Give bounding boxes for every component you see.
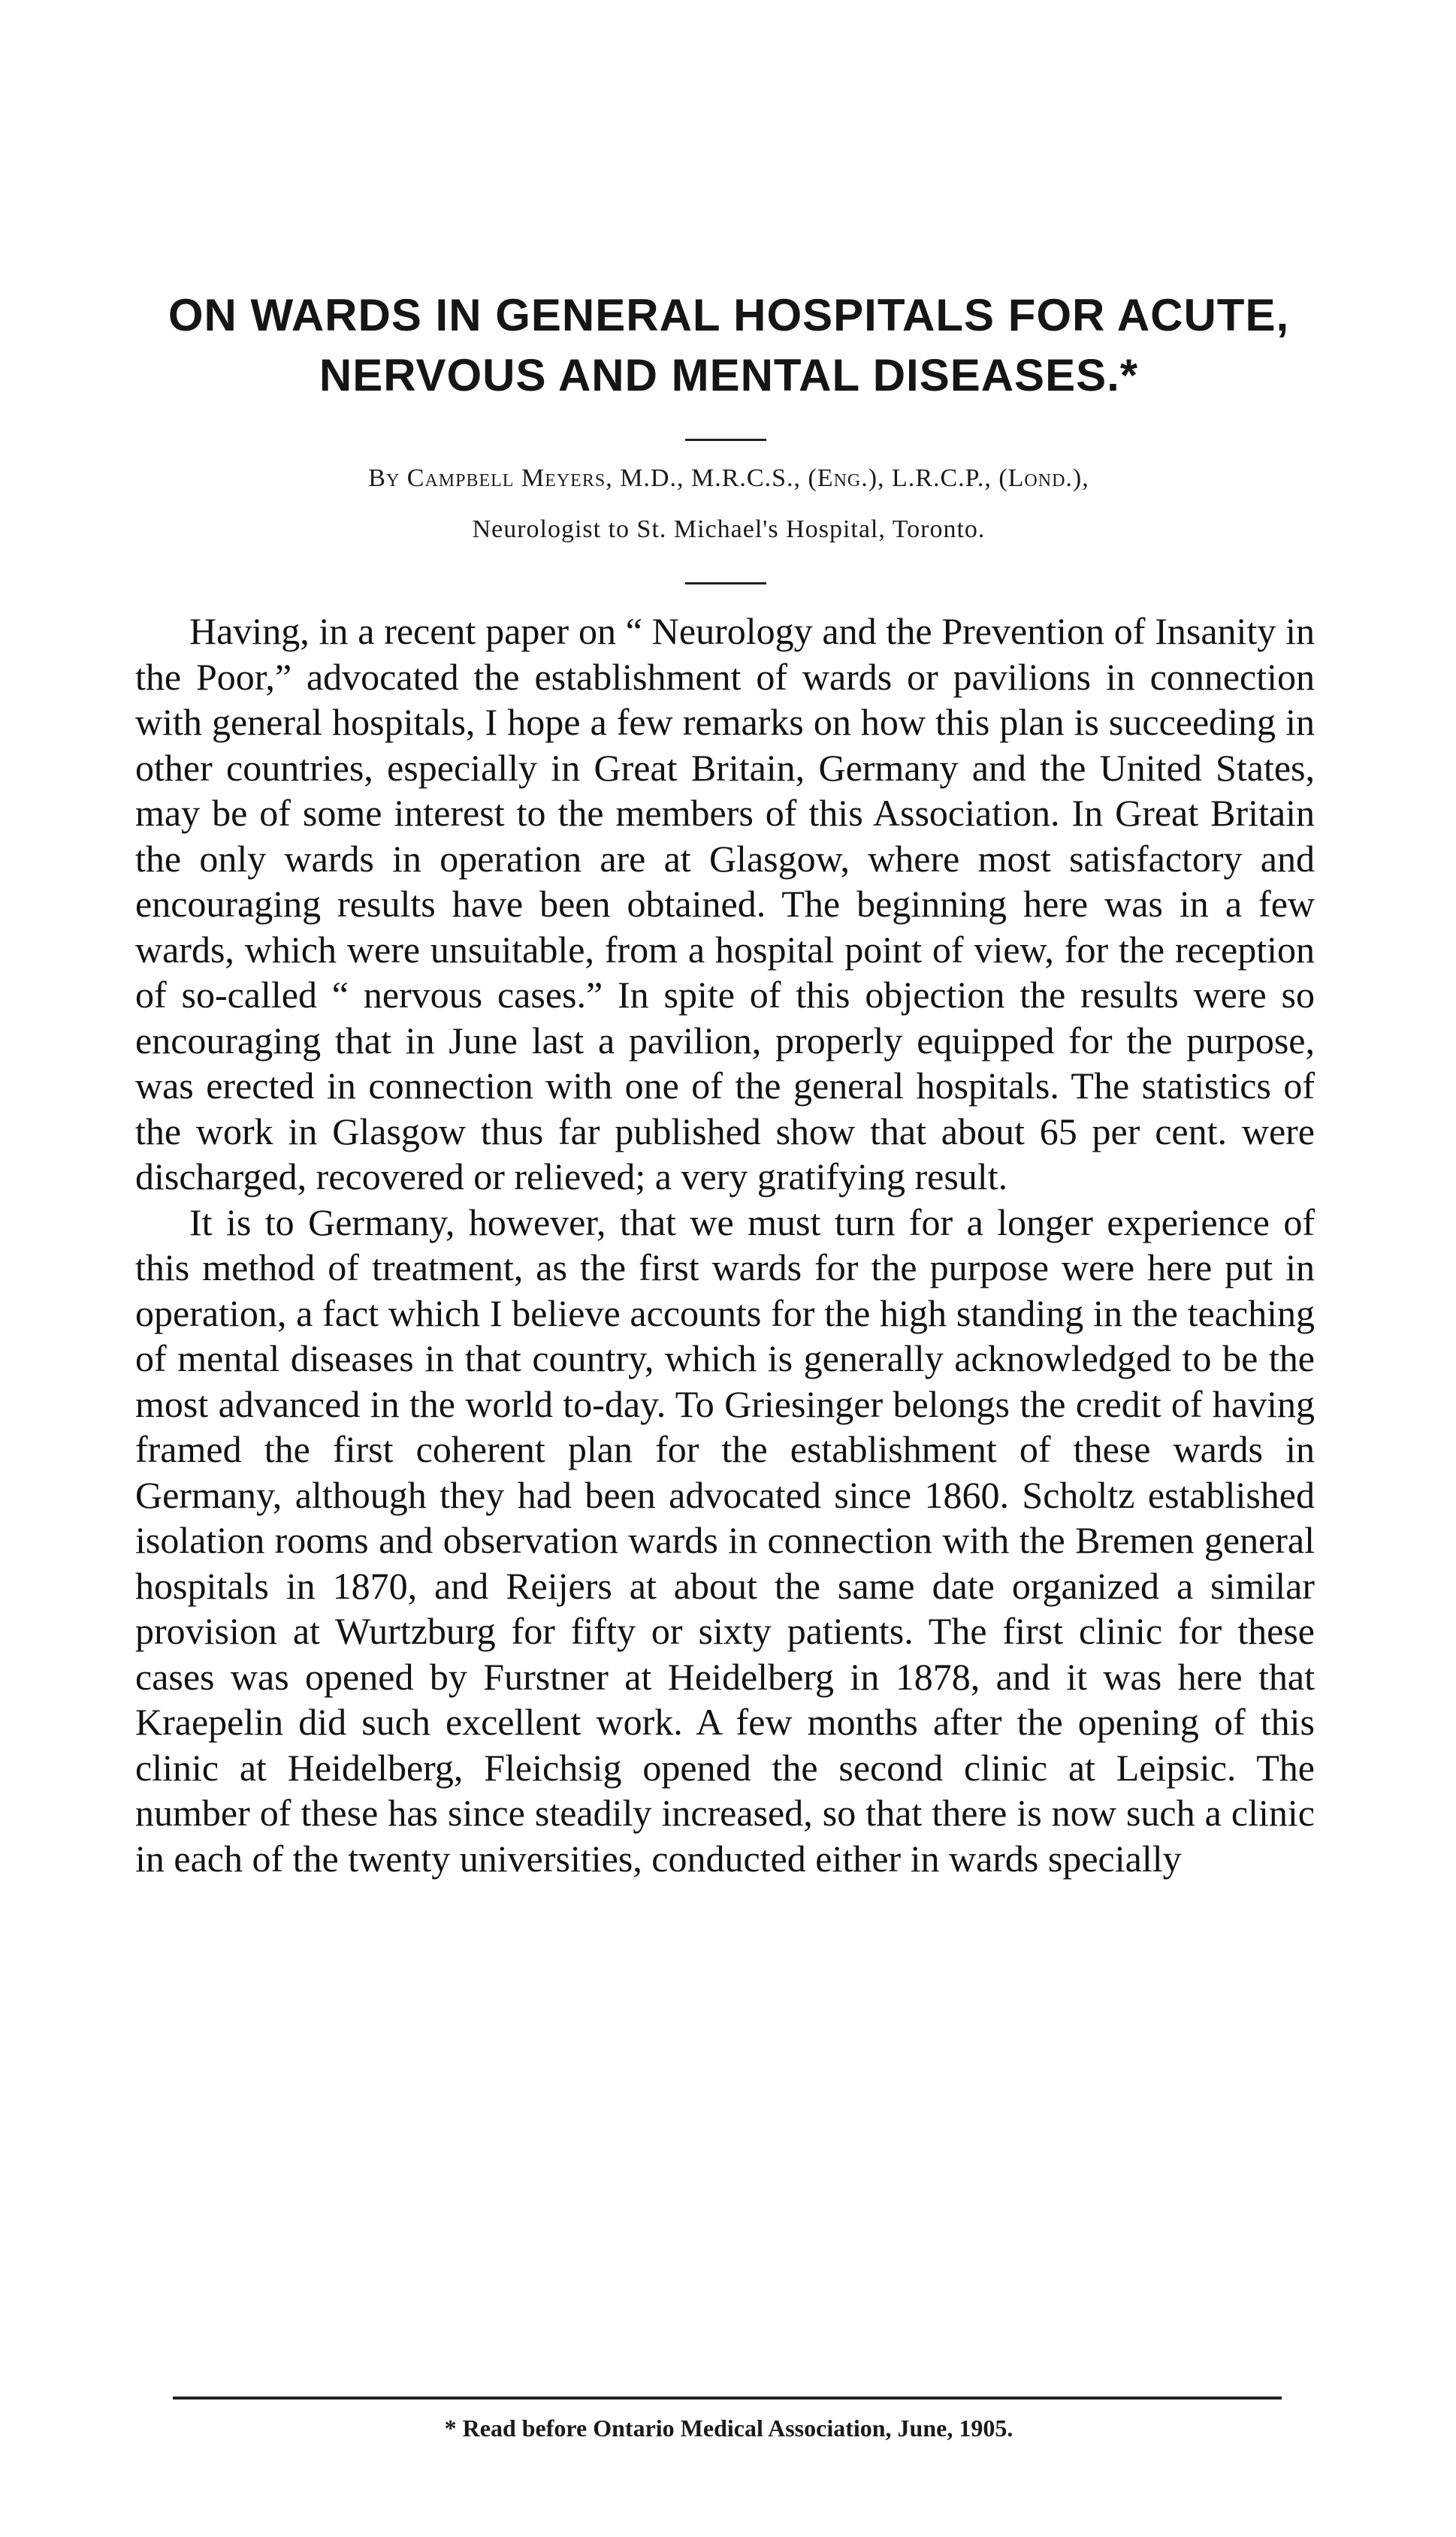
title-divider bbox=[685, 439, 766, 441]
footnote-divider bbox=[173, 2397, 1282, 2400]
paragraph-1: Having, in a recent paper on “ Neurology and the Prevention of Insanity in the Poor,” advocated the establishment of wards or pavilions in connection with general hospitals, I hope a few remarks on how this plan is succeeding in other countries, especially in Great Britain, Germany and the United States, may be of some interest to the members of this Association. In Great Britain the only wards in operation are at Glasgow, where most satisfactory and encouraging results have been obtained. The beginning here was in a few wards, which were unsuitable, from a hospital point of view, for the reception of so-called “ nervous cases.” In spite of this objection the results were so encouraging that in June last a pavilion, properly equipped for the purpose, was erected in connection with one of the general hospitals. The statistics of the work in Glasgow thus far published show that about 65 per cent. were discharged, recovered or relieved; a very gratifying result. bbox=[135, 610, 1315, 1198]
article-title-line-1: ON WARDS IN GENERAL HOSPITALS FOR ACUTE, bbox=[168, 290, 1290, 340]
footnote: * Read before Ontario Medical Association, June, 1905. bbox=[444, 2415, 1013, 2442]
author-affiliation: Neurologist to St. Michael's Hospital, Toronto. bbox=[472, 515, 986, 543]
byline-divider bbox=[685, 582, 766, 584]
article-body bbox=[135, 609, 1315, 1881]
article-title-line-2: NERVOUS AND MENTAL DISEASES.* bbox=[319, 350, 1139, 400]
author-byline: By Campbell Meyers, M.D., M.R.C.S., (Eng.), L.R.C.P., (Lond.), bbox=[368, 464, 1089, 492]
paragraph-2: It is to Germany, however, that we must turn for a longer experience of this method of treatment, as the first wards for the purpose were here put in operation, a fact which I believe accounts for the high standing in the teaching of mental diseases in that country, which is generally acknowledged to be the most advanced in the world to-day. To Griesinger belongs the credit of having framed the first coherent plan for the establishment of these wards in Germany, although they had been advocated since 1860. Scholtz established isolation rooms and observation wards in connection with the Bremen general hospitals in 1870, and Reijers at about the same date organized a similar provision at Wurtzburg for fifty or sixty patients. The first clinic for these cases was opened by Furstner at Heidelberg in 1878, and it was here that Kraepelin did such excellent work. A few months after the opening of this clinic at Heidelberg, Fleichsig opened the second clinic at Leipsic. The number of these has since steadily increased, so that there is now such a clinic in each of the twenty universities, conducted either in wards specially bbox=[135, 1201, 1315, 1880]
